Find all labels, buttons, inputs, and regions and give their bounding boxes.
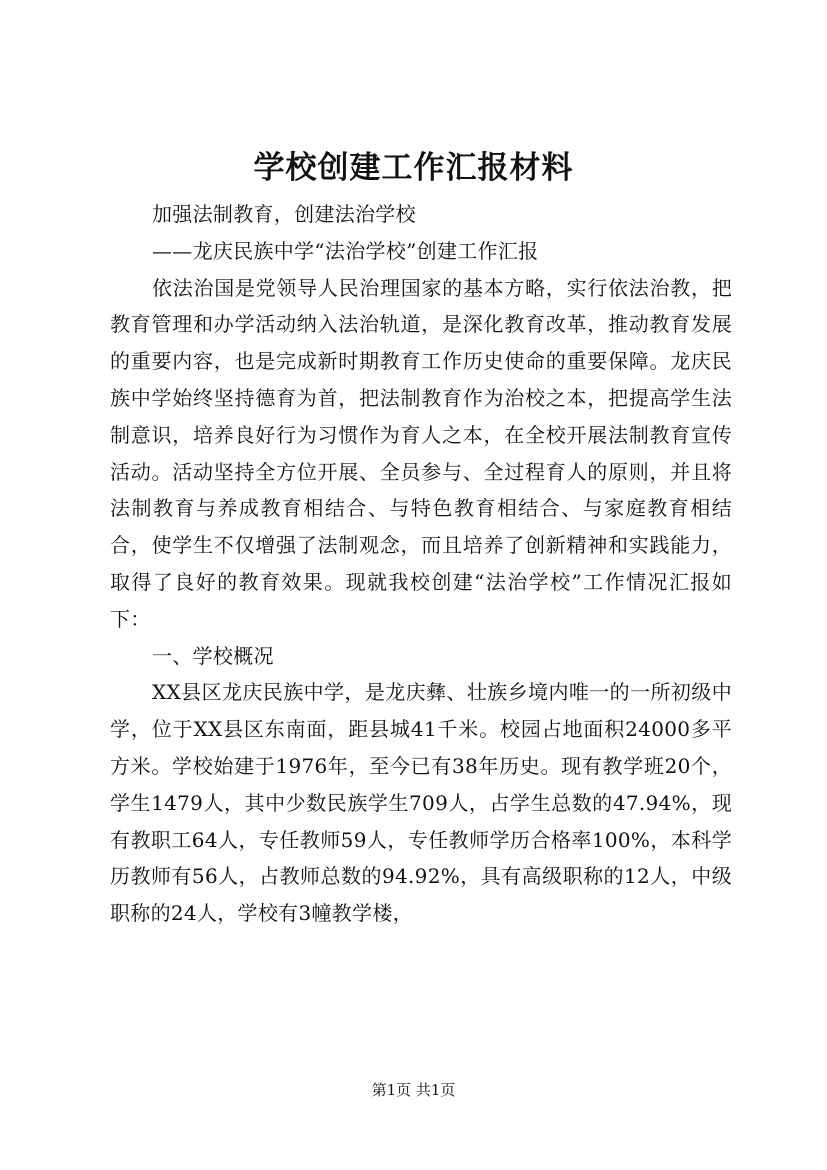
section-heading: 一、学校概况 bbox=[152, 643, 274, 668]
document-body bbox=[110, 196, 732, 932]
overview-paragraph: XX县区龙庆民族中学，是龙庆彝、壮族乡境内唯一的一所初级中学，位于XX县区东南面，距县城41千米。校园占地面积24000多平方米。学校始建于1976年，至今已有38年历史。现有教学班20个，学生1479人，其中少数民族学生709人，占学生总数的47.94%，现有教职工64人，专任教师59人，专任教师学历合格率100%，本科学历教师有56人，占教师总数的94.92%，具有高级职称的12人，中级职称的24人，学校有3幢教学楼， bbox=[110, 680, 732, 926]
page-footer: 第1页 共1页 bbox=[371, 1081, 456, 1099]
intro-paragraph: 依法治国是党领导人民治理国家的基本方略，实行依法治教，把教育管理和办学活动纳入法治轨道，是深化教育改革，推动教育发展的重要内容，也是完成新时期教育工作历史使命的重要保障。龙庆民族中学始终坚持德育为首，把法制教育作为治校之本，把提高学生法制意识，培养良好行为习惯作为育人之本，在全校开展法制教育宣传活动。活动坚持全方位开展、全员参与、全过程育人的原则，并且将法制教育与养成教育相结合、与特色教育相结合、与家庭教育相结合，使学生不仅增强了法制观念，而且培养了创新精神和实践能力，取得了良好的教育效果。现就我校创建“法治学校”工作情况汇报如下： bbox=[110, 275, 732, 631]
subtitle-paragraph: 加强法制教育，创建法治学校 bbox=[152, 202, 416, 226]
subheading-paragraph: ——龙庆民族中学“法治学校”创建工作汇报 bbox=[152, 238, 539, 263]
document-title: 学校创建工作汇报材料 bbox=[253, 150, 574, 186]
